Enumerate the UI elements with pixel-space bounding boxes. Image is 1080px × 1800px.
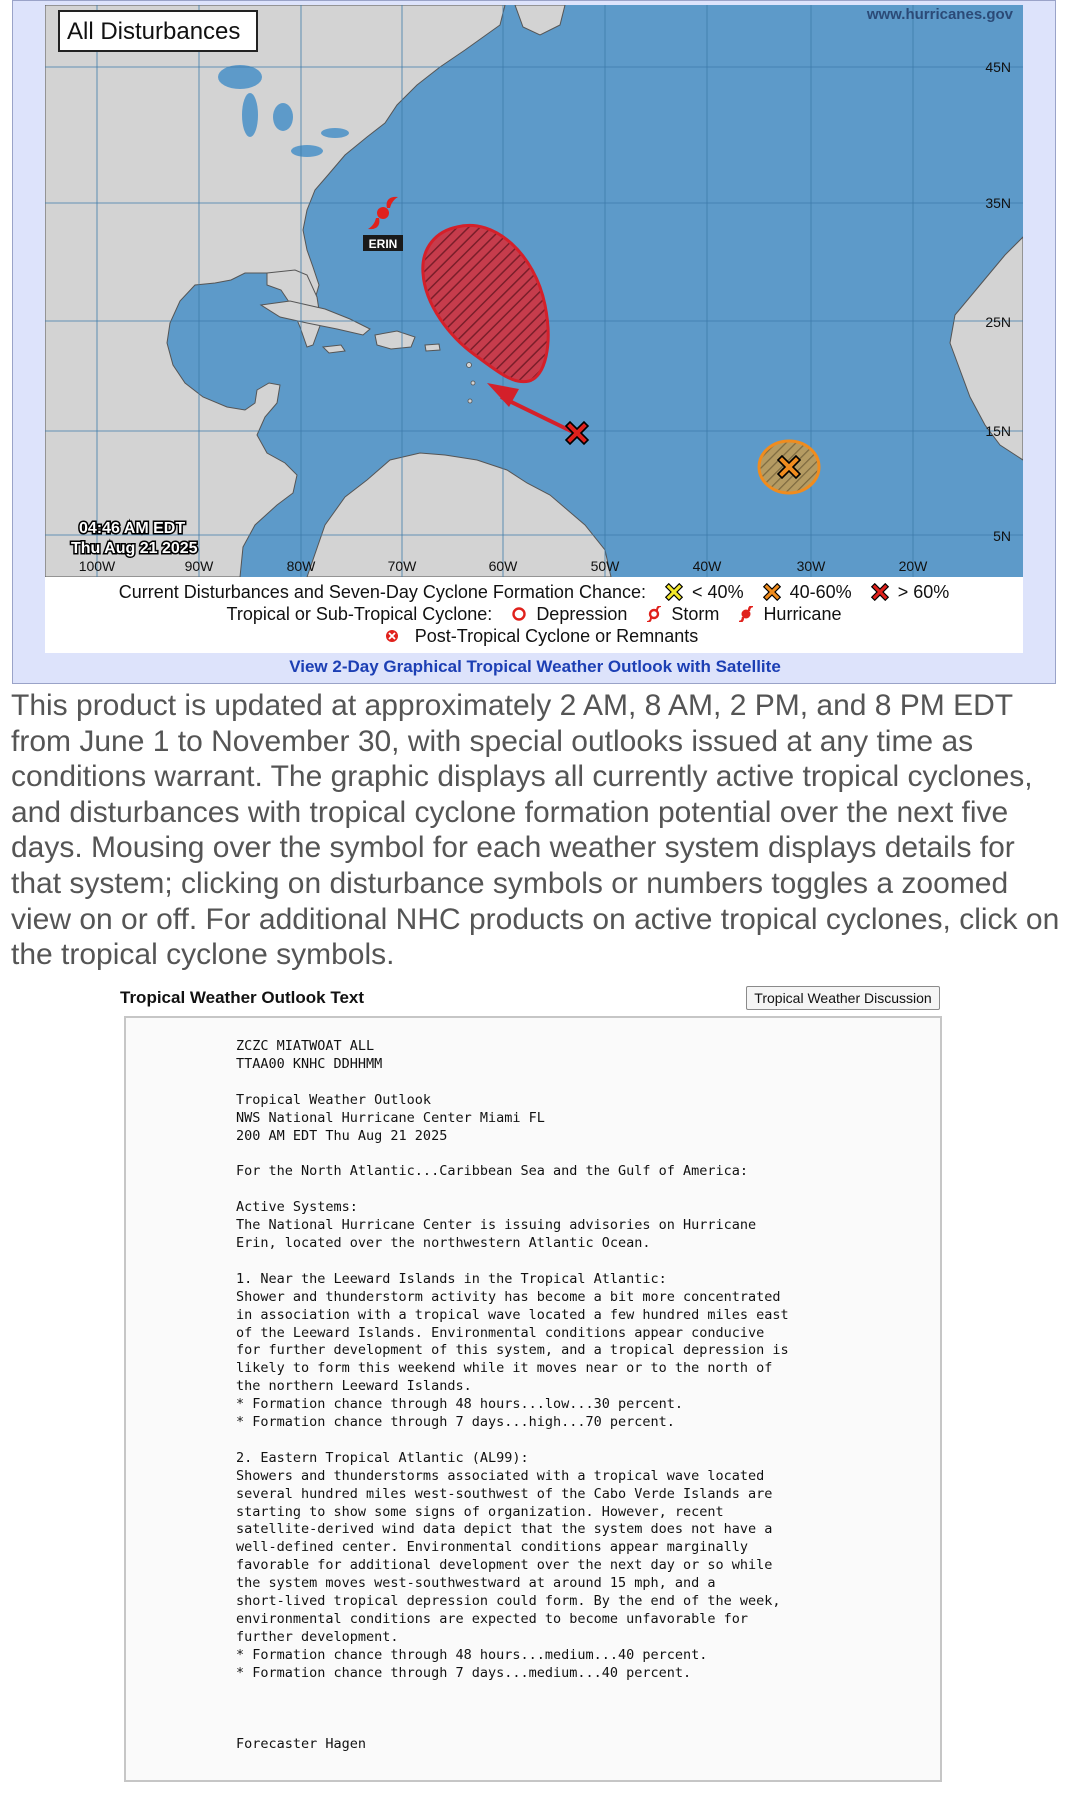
lon-label: 20W — [898, 558, 928, 574]
low-chance-x-icon — [665, 583, 683, 601]
post-tropical-icon — [384, 628, 400, 644]
legend-row-post — [45, 625, 1023, 647]
lon-label: 60W — [488, 558, 518, 574]
lat-label: 45N — [985, 59, 1011, 75]
map-site-url: www.hurricanes.gov — [866, 6, 1013, 23]
legend-row-cyclone — [45, 603, 1023, 625]
lake-michigan — [242, 93, 258, 137]
lat-label: 25N — [985, 314, 1011, 330]
land-barbados — [468, 399, 472, 403]
lon-label: 70W — [387, 558, 417, 574]
land-windward-islands — [471, 381, 475, 385]
lat-label: 15N — [985, 423, 1011, 439]
lake-ontario — [321, 128, 349, 138]
lon-label: 30W — [796, 558, 826, 574]
lon-label: 80W — [286, 558, 316, 574]
legend-storm: Storm — [671, 603, 720, 624]
legend-cyclone-label: Tropical or Sub-Tropical Cyclone: — [226, 603, 493, 624]
map-legend — [45, 577, 1023, 653]
legend-high-chance: > 60% — [897, 581, 950, 602]
tropical-weather-discussion-button[interactable]: Tropical Weather Discussion — [746, 986, 940, 1010]
depression-icon — [511, 606, 527, 622]
lat-label: 35N — [985, 195, 1011, 211]
lon-label: 90W — [184, 558, 214, 574]
map-time: 04:46 AM EDT — [79, 520, 186, 537]
legend-depression: Depression — [536, 603, 628, 624]
lon-label: 100W — [78, 558, 116, 574]
legend-hurricane: Hurricane — [763, 603, 842, 624]
legend-chance-label: Current Disturbances and Seven-Day Cyclone Formation Chance: — [118, 581, 646, 602]
legend-post-tropical: Post-Tropical Cyclone or Remnants — [414, 625, 699, 646]
lon-label: 40W — [692, 558, 722, 574]
lat-label: 5N — [993, 528, 1011, 544]
lake-huron — [273, 103, 293, 131]
outlook-text-body: ZCZC MIATWOAT ALL TTAA00 KNHC DDHHMM Tropical Weather Outlook NWS National Hurricane Center Miami FL 200 AM EDT Thu Aug 21 2025 For the North Atlantic...Caribbean Sea and the Gulf of America: Active Systems: The National Hurricane Center is issuing advisories on Hurricane Erin, located over the northwestern Atlantic Ocean. 1. Near the Leeward Islands in the Tropical Atlantic: Shower and thunderstorm activity has become a bit more concentrated in association with a tropical wave located a few hundred miles east of the Leeward Islands. Environmental conditions appear conducive for further development of this system, and a tropical depression is likely to form this weekend while it moves near or to the north of the northern Leeward Islands. * Formation chance through 48 hours...low...30 percent. * Formation chance through 7 days...high...70 percent. 2. Eastern Tropical Atlantic (AL99): Showers and thunderstorms associated with a tropical wave located several hundred miles west-southwest of the Cabo Verde Islands are starting to show some signs of organization. However, recent satellite-derived wind data depict that the system does not have a well-defined center. Environmental conditions appear marginally favorable for additional development over the next day or so while the system moves west-southwestward at around 15 mph, and a short-lived tropical depression could form. By the end of the week, environmental conditions are expected to become unfavorable for further development. * Formation chance through 48 hours...medium...40 percent. * Formation chance through 7 days...medium...40 percent. Forecaster Hagen — [236, 1038, 789, 1753]
land-puerto-rico — [425, 344, 440, 351]
legend-medium-chance: 40-60% — [789, 581, 852, 602]
medium-chance-x-icon — [763, 583, 781, 601]
map-title: All Disturbances — [67, 18, 241, 45]
erin-label: ERIN — [368, 237, 398, 251]
outlook-text-box — [124, 1016, 942, 1782]
storm-icon — [646, 606, 662, 622]
land-leeward-islands — [467, 363, 472, 368]
lon-label: 50W — [590, 558, 620, 574]
tropical-outlook-map[interactable] — [45, 5, 1023, 577]
high-chance-x-icon — [871, 583, 889, 601]
product-description: This product is updated at approximately 2 AM, 8 AM, 2 PM, and 8 PM EDT from June 1 to November 30, with special outlooks issued at any time as conditions warrant. The graphic displays all currently active tropical cyclones, and disturbances with tropical cyclone formation potential over the next five days. Mousing over the symbol for each weather system displays details for that system; clicking on disturbance symbols or numbers toggles a zoomed view on or off. For additional NHC products on active tropical cyclones, click on the tropical cyclone symbols. — [11, 689, 1060, 972]
legend-row-chance — [45, 581, 1023, 603]
lake-superior — [218, 65, 262, 89]
hurricane-icon — [738, 606, 754, 622]
outlook-map-panel — [12, 0, 1056, 684]
outlook-text-heading: Tropical Weather Outlook Text — [120, 988, 365, 1007]
two-day-outlook-link[interactable]: View 2-Day Graphical Tropical Weather Outlook with Satellite — [289, 657, 781, 676]
lake-erie — [291, 145, 323, 157]
map-date: Thu Aug 21 2025 — [71, 540, 198, 557]
legend-low-chance: < 40% — [692, 581, 744, 602]
